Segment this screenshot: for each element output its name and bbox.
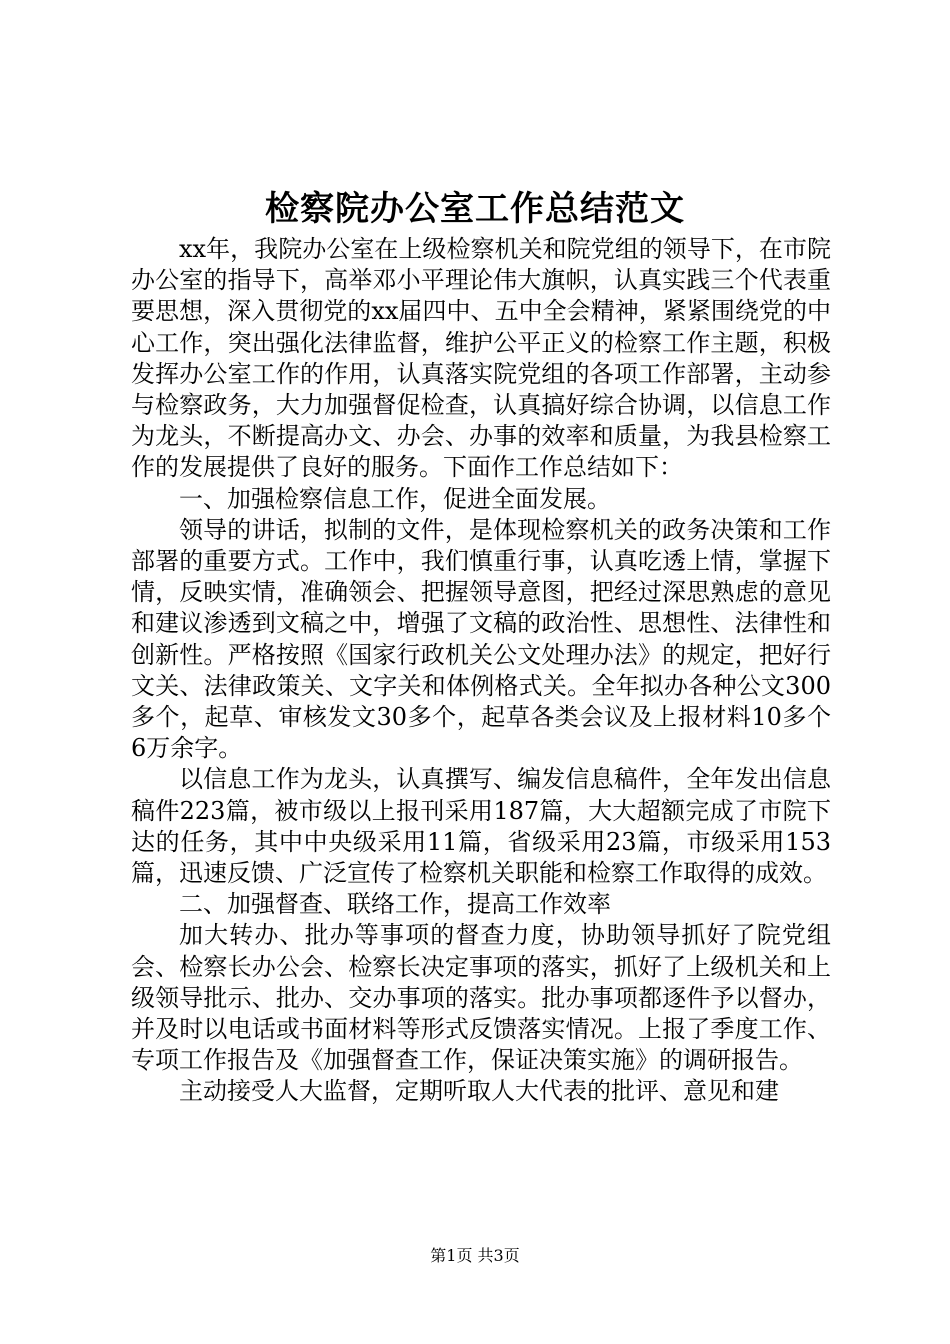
page-number-footer: 第1页 共3页 bbox=[430, 1246, 520, 1265]
paragraph-supervision: 加大转办、批办等事项的督查力度，协助领导抓好了院党组会、检察长办公会、检察长决定事项的落实，抓好了上级机关和上级领导批示、批办、交办事项的落实。批办事项都逐件予以督办，并及时以电话或书面材料等形式反馈落实情况。上报了季度工作、专项工作报告及《加强督查工作，保证决策实施》的调研报告。 bbox=[131, 921, 831, 1075]
section-heading-1: 一、加强检察信息工作，促进全面发展。 bbox=[179, 484, 611, 513]
document-body bbox=[131, 234, 831, 1108]
paragraph-npc-oversight: 主动接受人大监督，定期听取人大代表的批评、意见和建 bbox=[179, 1077, 779, 1106]
paragraph-information: 以信息工作为龙头，认真撰写、编发信息稿件，全年发出信息稿件223篇，被市级以上报刊采用187篇，大大超额完成了市院下达的任务，其中中央级采用11篇，省级采用23篇，市级采用153篇，迅速反馈、广泛宣传了检察机关职能和检察工作取得的成效。 bbox=[131, 765, 831, 888]
document-title: 检察院办公室工作总结范文 bbox=[265, 189, 685, 229]
paragraph-intro: xx年，我院办公室在上级检察机关和院党组的领导下，在市院办公室的指导下，高举邓小平理论伟大旗帜，认真实践三个代表重要思想，深入贯彻党的xx届四中、五中全会精神，紧紧围绕党的中心工作，突出强化法律监督，维护公平正义的检察工作主题，积极发挥办公室工作的作用，认真落实院党组的各项工作部署，主动参与检察政务，大力加强督促检查，认真搞好综合协调，以信息工作为龙头，不断提高办文、办会、办事的效率和质量，为我县检察工作的发展提供了良好的服务。下面作工作总结如下： bbox=[131, 235, 831, 482]
paragraph-documents: 领导的讲话，拟制的文件，是体现检察机关的政务决策和工作部署的重要方式。工作中，我们慎重行事，认真吃透上情，掌握下情，反映实情，准确领会、把握领导意图，把经过深思熟虑的意见和建议渗透到文稿之中，增强了文稿的政治性、思想性、法律性和创新性。严格按照《国家行政机关公文处理办法》的规定，把好行文关、法律政策关、文字关和体例格式关。全年拟办各种公文300多个，起草、审核发文30多个，起草各类会议及上报材料10多个6万余字。 bbox=[131, 515, 831, 763]
section-heading-2: 二、加强督查、联络工作，提高工作效率 bbox=[179, 890, 611, 919]
